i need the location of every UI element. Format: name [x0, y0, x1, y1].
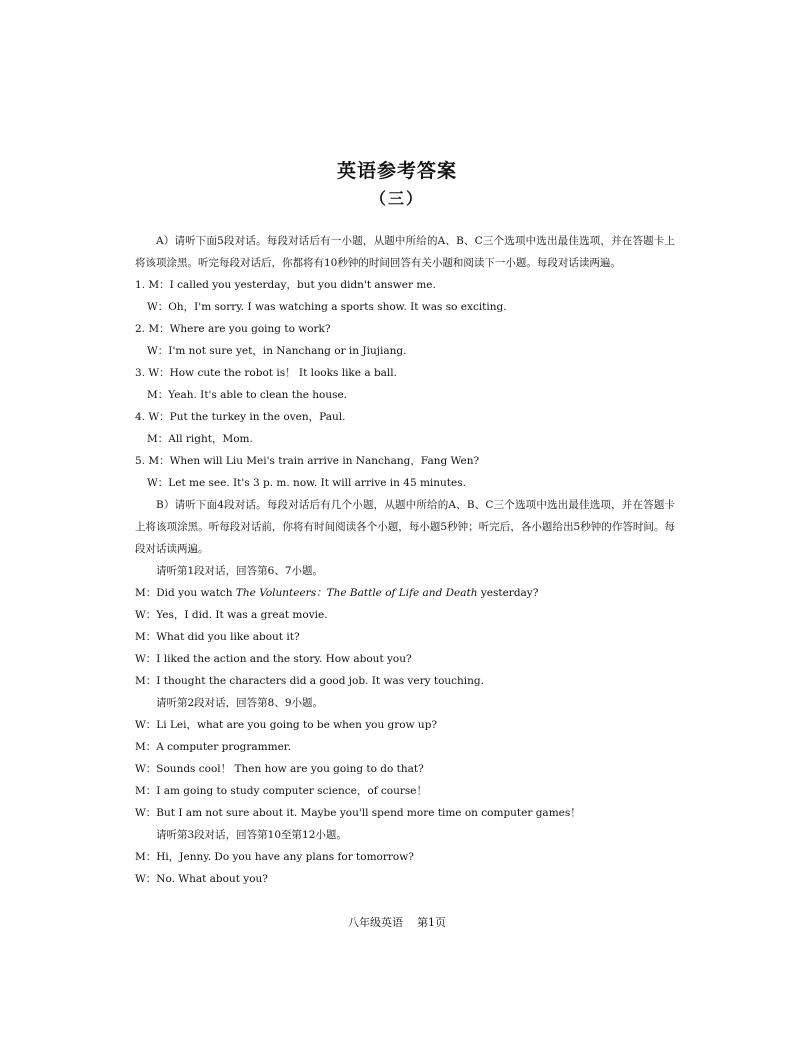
q3-reply: M：Yeah. It's able to clean the house. [147, 389, 348, 401]
page-title: 英语参考答案 [336, 160, 457, 182]
dialog2-line: W：Li Lei，what are you going to be when you grow up? [135, 719, 438, 731]
footer-subject: 八年级英语 [348, 916, 403, 929]
q4-line: 4. W：Put the turkey in the oven，Paul. [135, 411, 346, 423]
q1-reply: W：Oh，I'm sorry. I was watching a sports show. It was so exciting. [147, 301, 507, 313]
section-b-instruction: B）请听下面4段对话。每段对话后有几个小题，从题中所给的A、B、C三个选项中选出最佳选项，并在答题卡上将该项涂黑。听每段对话前，你将有时间阅读各个小题，每小题5秒钟；听完后，各小题给出5秒钟的作答时间。每段对话读两遍。 [135, 499, 675, 555]
document-body [135, 230, 675, 890]
page-footer [0, 914, 794, 930]
dialog2-line: M：A computer programmer. [135, 741, 291, 753]
dialog1-line: M：I thought the characters did a good job. It was very touching. [135, 675, 484, 687]
q2-line: 2. M：Where are you going to work? [135, 323, 331, 335]
footer-page-number: 第1页 [417, 916, 446, 929]
dialog1-line1-pre: M：Did you watch [135, 587, 236, 599]
dialog3-heading: 请听第3段对话，回答第10至第12小题。 [156, 829, 347, 841]
dialog1-line: M：What did you like about it? [135, 631, 300, 643]
dialog1-line: W：I liked the action and the story. How about you? [135, 653, 412, 665]
q4-reply: M：All right，Mom. [147, 433, 253, 445]
dialog3-line: M：Hi，Jenny. Do you have any plans for tomorrow? [135, 851, 414, 863]
dialog2-line: W：Sounds cool！ Then how are you going to do that? [135, 763, 424, 775]
q3-line: 3. W：How cute the robot is！ It looks like a ball. [135, 367, 397, 379]
dialog2-heading: 请听第2段对话，回答第8、9小题。 [156, 697, 324, 709]
dialog2-line: M：I am going to study computer science，of course！ [135, 785, 428, 797]
dialog3-line: W：No. What about you? [135, 873, 268, 885]
movie-title: The Volunteers：The Battle of Life and Death [235, 587, 478, 599]
dialog1-line: W：Yes，I did. It was a great movie. [135, 609, 328, 621]
q2-reply: W：I'm not sure yet，in Nanchang or in Jiujiang. [147, 345, 407, 357]
section-a-instruction: A）请听下面5段对话。每段对话后有一小题，从题中所给的A、B、C三个选项中选出最佳选项，并在答题卡上将该项涂黑。听完每段对话后，你都将有10秒钟的时间回答有关小题和阅读下一小题。每段对话读两遍。 [135, 235, 675, 269]
dialog2-line: W：But I am not sure about it. Maybe you'll spend more time on computer games！ [135, 807, 581, 819]
q5-reply: W：Let me see. It's 3 p. m. now. It will arrive in 45 minutes. [147, 477, 466, 489]
q5-line: 5. M：When will Liu Mei's train arrive in Nanchang，Fang Wen? [135, 455, 480, 467]
page-subtitle: （三） [369, 189, 424, 208]
dialog1-line1-post: yesterday? [477, 587, 539, 599]
dialog1-line [135, 582, 675, 604]
q1-line: 1. M：I called you yesterday，but you didn't answer me. [135, 279, 436, 291]
dialog1-heading: 请听第1段对话，回答第6、7小题。 [156, 565, 324, 577]
